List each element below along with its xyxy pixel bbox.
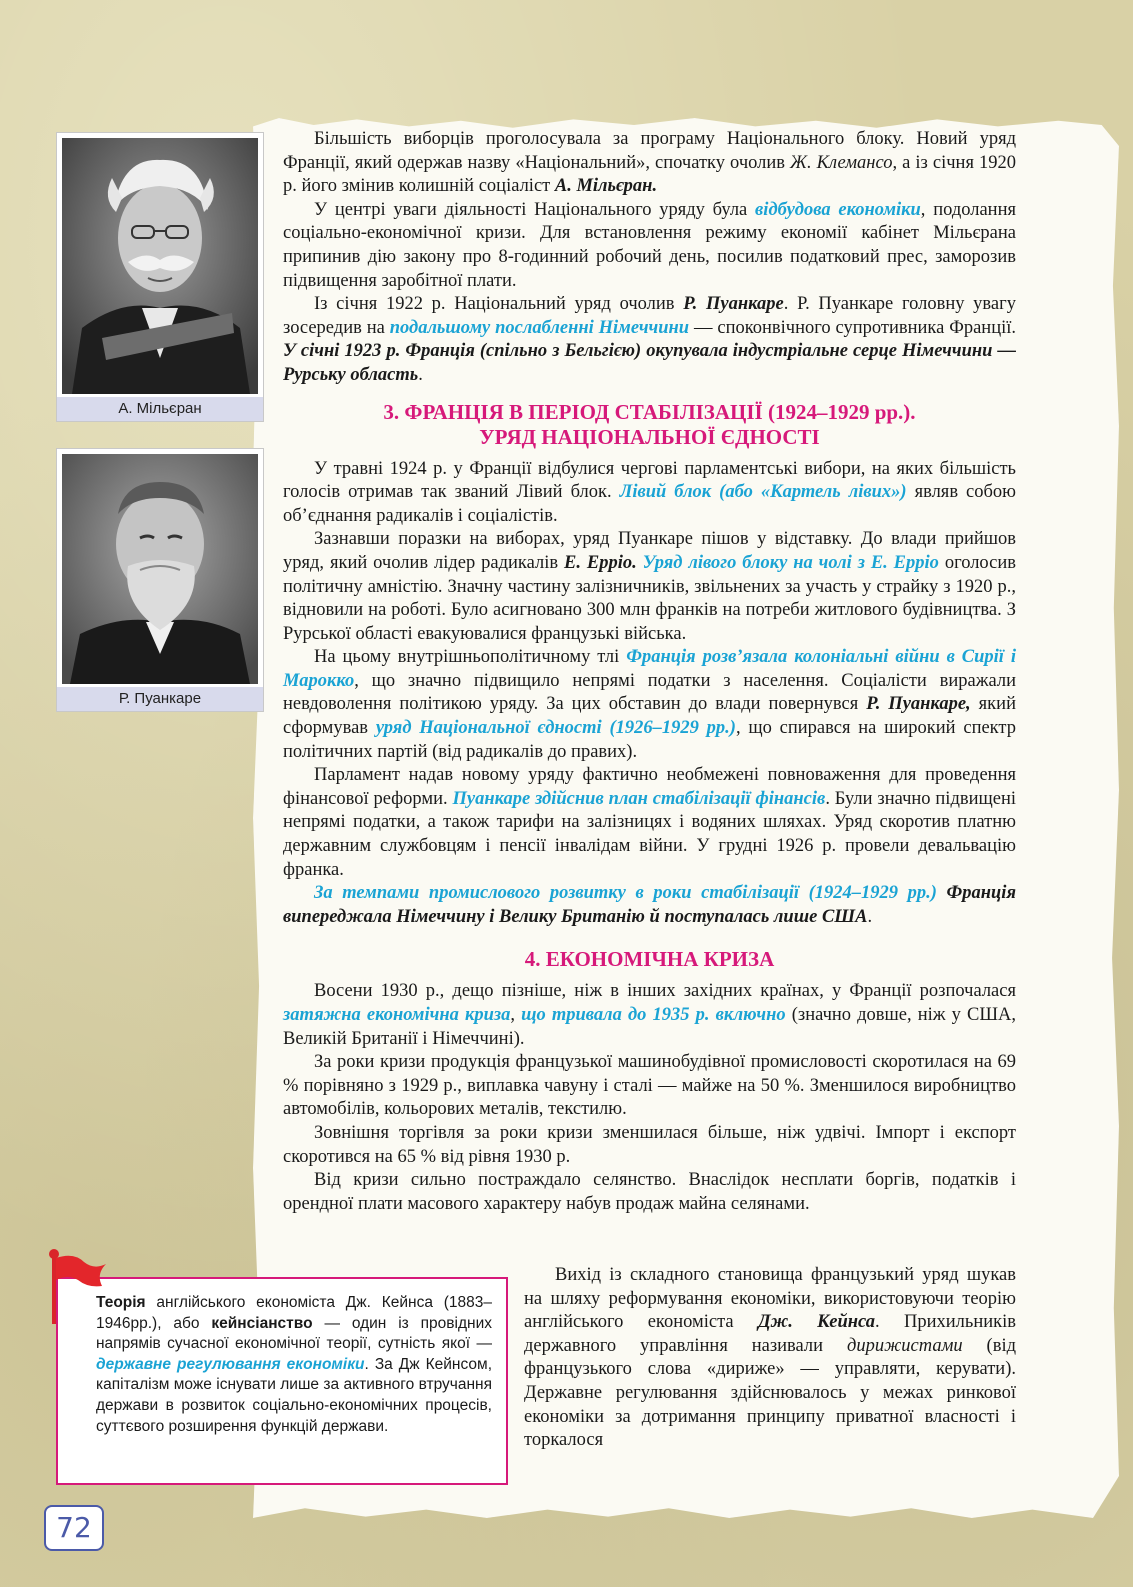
paragraph: У травні 1924 р. у Франції відбулися чергові парламентські вибори, на яких більшість голосів отримав так званий Лівий блок. Лівий блок (або «Картель лівих») являв собою об’єднання радикалів і соціалістів. bbox=[283, 458, 1016, 526]
section-heading-3: 3. ФРАНЦІЯ В ПЕРІОД СТАБІЛІЗАЦІЇ (1924–1929 рр.). УРЯД НАЦІОНАЛЬНОЇ ЄДНОСТІ bbox=[383, 399, 916, 449]
photo-millerand bbox=[56, 132, 264, 422]
red-flag-icon bbox=[44, 1244, 108, 1324]
photo-poincare bbox=[56, 448, 264, 712]
final-paragraph-block bbox=[524, 1264, 1016, 1453]
paragraph: Зовнішня торгівля за роки кризи зменшилася більше, ніж удвічі. Імпорт і експорт скоротився на 65 % від рівня 1930 р. bbox=[283, 1122, 1016, 1167]
page-number: 72 bbox=[44, 1505, 104, 1551]
portrait-millerand-icon bbox=[62, 138, 258, 394]
section-heading-4: 4. ЕКОНОМІЧНА КРИЗА bbox=[524, 947, 775, 972]
paragraph: За роки кризи продукція французької машинобудівної промисловості скоротилася на 69 % порівняно з 1929 р., виплавка чавуну і сталі — майже на 50 %. Зменшилося виробництво автомобілів, кольорових металів, текстилю. bbox=[283, 1052, 1016, 1120]
paragraph: Зазнавши поразки на виборах, уряд Пуанкаре пішов у відставку. До влади прийшов уряд, який очолив лідер радикалів Е. Ерріо. Уряд лівого блоку на чолі з Е. Ерріо оголосив політичну амністію. Значну частину залізничників, звільнених за участь у страйку з 1920 р., відновили на роботі. Було асигновано 300 млн франків на потреби житлового будівництва. З Рурської області евакуювалися французькі війська. bbox=[283, 529, 1016, 644]
paragraph: За темпами промислового розвитку в роки стабілізації (1924–1929 рр.) Франція випереджала Німеччину і Велику Британію й поступалась лише США. bbox=[283, 883, 1016, 927]
paragraph: Парламент надав новому уряду фактично необмежені повноваження для проведення фінансової реформи. Пуанкаре здійснив план стабілізації фінансів. Були значно підвищені непрямі податки, а також тарифи на залізницях і водяних шляхах. Уряд скоротив платню державним службовцям і пенсії інвалідам війни. У грудні 1926 р. провели девальвацію франка. bbox=[283, 765, 1016, 880]
main-text bbox=[283, 128, 1016, 1216]
paragraph: Від кризи сильно постраждало селянство. Внаслідок несплати боргів, податків і орендної плати масового характеру набув продаж майна селянами. bbox=[283, 1170, 1016, 1214]
paragraph: На цьому внутрішньополітичному тлі Франція розв’язала колоніальні війни в Сирії і Марокко, що значно підвищило непрямі податки з населення. Соціалісти виражали невдоволення політикою уряду. За цих обставин до влади повернувся Р. Пуанкаре, який сформував уряд Національної єдності (1926–1929 рр.), що спирався на широкий спектр політичних партій (від радикалів до правих). bbox=[283, 647, 1016, 762]
photo-caption: А. Мільєран bbox=[57, 397, 263, 421]
paragraph: Із січня 1922 р. Національний уряд очолив Р. Пуанкаре. Р. Пуанкаре головну увагу зосередив на подальшому послабленні Німеччини — споконвічного супротивника Франції. У січні 1923 р. Франція (спільно з Бельгією) окупувала індустріальне серце Німеччини — Рурську область. bbox=[283, 294, 1016, 385]
paragraph: У центрі уваги діяльності Національного уряду була відбудова економіки, подолання соціально-економічної кризи. Для встановлення режиму економії кабінет Мільєрана припинив дію закону про 8-годинний робочий день, посилив податковий прес, заморозив підвищення заробітної плати. bbox=[283, 199, 1016, 291]
paragraph: Вихід із складного становища французький уряд шукав на шляху реформування економіки, використовуючи теорію англійського економіста Дж. Кейнса. Прихильників державного управління називали дирижистами (від французького слова «дириже» — управляти, керувати). Державне регулювання здійснювалось у межах ринкової економіки за дотримання принципу приватної власності і торкалося bbox=[524, 1265, 1017, 1451]
theory-info-box: Теорія англійського економіста Дж. Кейнса (1883–1946рр.), або кейнсіанство — один із провідних напрямів сучасної економічної теорії, сутність якої — державне регулювання економіки. За Дж Кейнсом, капіталізм може існувати лише за активного втручання держави в розвиток соціально-економічних процесів, суттєвого розширення функцій держави. bbox=[56, 1277, 508, 1485]
paragraph: Більшість виборців проголосувала за програму Національного блоку. Новий уряд Франції, який одержав назву «Національний», спочатку очолив Ж. Клемансо, а із січня 1920 р. його змінив колишній соціаліст А. Мільєран. bbox=[283, 129, 1016, 197]
portrait-poincare-icon bbox=[62, 454, 258, 684]
paragraph: Восени 1930 р., дещо пізніше, ніж в інших західних країнах, у Франції розпочалася затяжна економічна криза, що тривала до 1935 р. включно (значно довше, ніж у США, Великій Британії і Німеччині). bbox=[283, 981, 1016, 1049]
photo-caption: Р. Пуанкаре bbox=[57, 687, 263, 711]
